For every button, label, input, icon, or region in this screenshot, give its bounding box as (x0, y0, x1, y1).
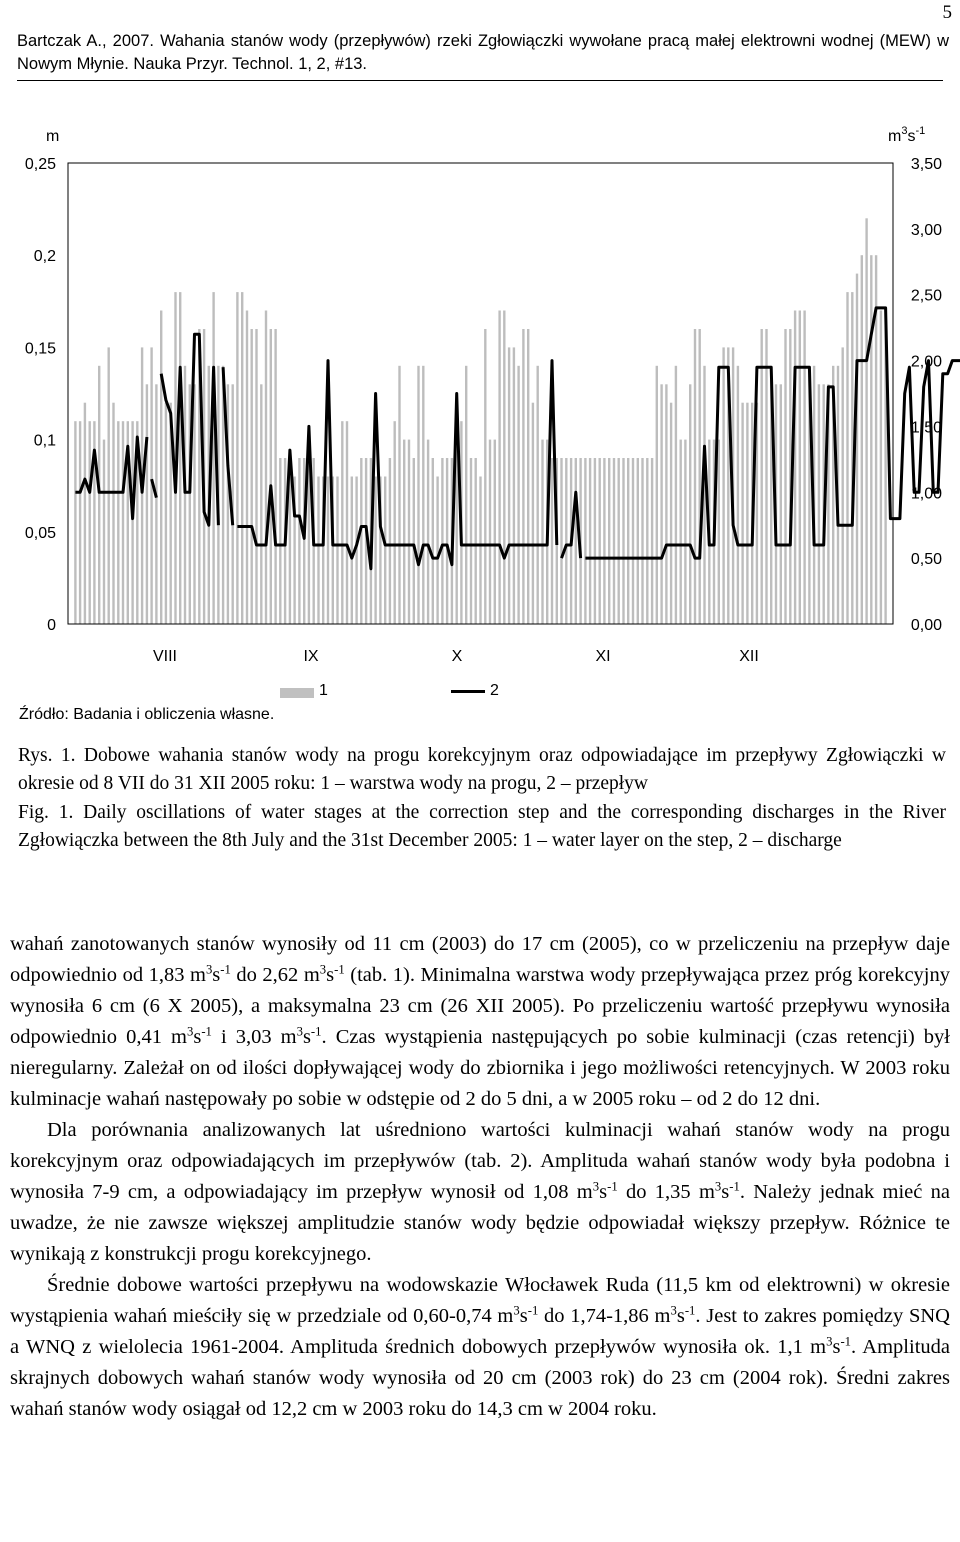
paragraph-2: Dla porównania analizowanych lat uśredniono wartości kulminacji wahań stanów wody na progu korekcyjnym oraz odpowiadających im przepływów (tab. 2). Amplituda wahań stanów wody była podobna i wynosiła 7-9 cm, a odpowiadający im przepływ wynosił od 1,08 $m^3s^{-1}$ do 1,35 $m^3s^{-1}$. Należy jednak mieć na uwadze, że nie zawsze większej amplitudzie stanów wody będzie odpowiadał większy przepływ. Różnice te wynikają z konstrukcji progu korekcyjnego. (10, 1119, 950, 1265)
water-layer-bar (394, 421, 396, 624)
water-layer-bar (818, 384, 820, 624)
water-layer-bar (446, 458, 448, 624)
water-layer-bar (270, 329, 272, 624)
water-layer-bar (274, 329, 276, 624)
water-layer-bar (489, 440, 491, 624)
right-axis-tick-label: 2,00 (910, 353, 942, 371)
water-layer-bar (122, 421, 124, 624)
figure-caption-english: Fig. 1. Daily oscillations of water stages at the correction step and the corresponding discharges in the River Zgłowiączka between the 8th July and the 31st December 2005: 1 – water layer on the step, 2 – discharge (18, 802, 946, 851)
water-layer-bar (675, 366, 677, 624)
water-layer-bar (255, 329, 257, 624)
water-layer-bar (317, 477, 319, 625)
water-layer-bar (236, 292, 238, 624)
water-layer-bar (108, 347, 110, 624)
water-layer-bar (694, 329, 696, 624)
water-layer-bar (360, 458, 362, 624)
water-layer-bar (608, 458, 610, 624)
right-axis-tick-label: 0,00 (910, 617, 942, 634)
water-layer-bar (765, 329, 767, 624)
paragraph-3: Średnie dobowe wartości przepływu na wodowskazie Włocławek Ruda (11,5 km od elektrowni) w okresie wystąpienia wahań mieściły się w przedziale od 0,60-0,74 $m^3s^{-1}$ do 1,74-1,86 $m^3s^{-1}$. Jest to zakres pomiędzy SNQ a WNQ z wielolecia 1961-2004. Amplituda średnich dobowych przepływów wynosiła ok. 1,1 $m^3s^{-1}$. Amplituda skrajnych dobowych wahań stanów wody wynosiła od 20 cm (2003 rok) do 23 cm (2004 rok). Średni zakres wahań stanów wody osiągał od 12,2 cm w 2003 roku do 14,3 cm w 2004 roku. (10, 1274, 950, 1420)
water-layer-bar (637, 458, 639, 624)
water-layer-bar (422, 366, 424, 624)
right-axis-ticks (911, 156, 942, 634)
water-layer-bar (112, 403, 114, 624)
water-layer-bar (641, 458, 643, 624)
water-layer-bar (117, 421, 119, 624)
water-layer-bar (327, 477, 329, 625)
water-layer-bar (618, 458, 620, 624)
water-layer-bar (575, 458, 577, 624)
right-axis-tick-label: 2,50 (910, 287, 942, 305)
water-layer-bar (746, 403, 748, 624)
water-layer-bar (498, 311, 500, 625)
water-layer-bar (646, 458, 648, 624)
month-label: XII (739, 648, 759, 665)
water-layer-bar (627, 458, 629, 624)
water-layer-bar (427, 440, 429, 624)
water-layer-bar (522, 329, 524, 624)
water-layer-bar (613, 458, 615, 624)
right-axis-tick-label: 0,50 (910, 551, 942, 569)
water-layer-bar (722, 347, 724, 624)
water-layer-bar (794, 311, 796, 625)
page-number: 5 (942, 2, 952, 23)
water-layer-bar (484, 329, 486, 624)
water-layer-bar (475, 458, 477, 624)
water-layer-bar (589, 458, 591, 624)
water-layer-bar (880, 311, 882, 625)
water-layer-bar (341, 421, 343, 624)
water-layer-bar (146, 384, 148, 624)
left-axis-tick-label: 0,2 (33, 248, 56, 266)
water-layer-bar (513, 347, 515, 624)
water-layer-bar (761, 329, 763, 624)
water-layer-bar (403, 440, 405, 624)
water-layer-bars (74, 218, 887, 624)
water-layer-bar (160, 311, 162, 625)
water-layer-bar (465, 366, 467, 624)
water-layer-bar (503, 311, 505, 625)
water-layer-bar (856, 274, 858, 624)
water-layer-bar (251, 329, 253, 624)
water-layer-bar (656, 366, 658, 624)
water-layer-bar (336, 477, 338, 625)
legend-1-swatch (280, 688, 314, 698)
water-layer-bar (241, 292, 243, 624)
month-label: X (451, 648, 463, 665)
water-layer-bar (436, 477, 438, 625)
water-layer-bar (479, 477, 481, 625)
water-layer-bar (865, 218, 867, 624)
month-label: IX (303, 648, 319, 665)
right-axis-tick-label: 3,00 (910, 221, 942, 239)
water-layer-bar (279, 458, 281, 624)
figure-source-note: Źródło: Badania i obliczenia własne. (19, 706, 275, 723)
right-axis-unit-label: $m^3s^{-1}$ (888, 125, 926, 145)
water-layer-bar (527, 329, 529, 624)
water-layer-bar (260, 384, 262, 624)
left-axis-tick-label: 0 (47, 617, 56, 634)
water-layer-bar (517, 366, 519, 624)
water-layer-bar (870, 255, 872, 624)
water-layer-bar (98, 366, 100, 624)
left-axis-unit-label: m (46, 128, 60, 145)
water-layer-bar (103, 440, 105, 624)
water-layer-bar (660, 384, 662, 624)
water-layer-bar (684, 440, 686, 624)
water-layer-bar (689, 384, 691, 624)
water-layer-bar (79, 421, 81, 624)
water-layer-bar (413, 458, 415, 624)
month-label: VIII (152, 648, 178, 665)
water-layer-bar (289, 477, 291, 625)
water-layer-bar (398, 366, 400, 624)
water-layer-bar (718, 440, 720, 624)
water-layer-bar (599, 458, 601, 624)
water-layer-bar (184, 366, 186, 624)
month-label: XI (595, 648, 611, 665)
water-layer-bar (780, 384, 782, 624)
water-layer-bar (603, 458, 605, 624)
water-layer-bar (246, 311, 248, 625)
legend-2-label: 2 (490, 682, 499, 699)
left-axis-tick-label: 0,15 (24, 340, 56, 358)
water-layer-bar (346, 421, 348, 624)
water-layer-bar (670, 403, 672, 624)
water-layer-bar (165, 403, 167, 624)
left-axis-tick-label: 0,05 (24, 524, 56, 542)
water-layer-bar (432, 458, 434, 624)
water-layer-bar (842, 347, 844, 624)
water-layer-bar (265, 311, 267, 625)
right-axis-tick-label: 1,00 (910, 485, 942, 503)
water-layer-bar (632, 458, 634, 624)
water-layer-bar (131, 421, 133, 624)
water-layer-bar (803, 311, 805, 625)
water-layer-bar (622, 458, 624, 624)
water-layer-bar (560, 458, 562, 624)
header-rule (17, 80, 943, 81)
water-layer-bar (193, 384, 195, 624)
water-layer-bar (680, 440, 682, 624)
right-axis-tick-label: 1,50 (910, 419, 942, 437)
water-layer-bar (508, 347, 510, 624)
water-layer-bar (212, 292, 214, 624)
water-layer-bar (389, 458, 391, 624)
water-layer-bar (179, 292, 181, 624)
water-layer-bar (737, 366, 739, 624)
water-layer-bar (494, 440, 496, 624)
water-layer-bar (441, 458, 443, 624)
water-layer-bar (74, 421, 76, 624)
water-layer-bar (374, 477, 376, 625)
water-layer-bar (665, 384, 667, 624)
left-axis-tick-label: 0,1 (33, 432, 56, 450)
paragraph-1: wahań zanotowanych stanów wynosiły od 11 cm (2003) do 17 cm (2005), co w przeliczeniu na przepływ daje odpowiednio od 1,83 $m^3s^{-1}$ do 2,62 $m^3s^{-1}$ (tab. 1). Minimalna warstwa wody przepływająca przez próg korekcyjny wynosiła 6 cm (6 X 2005), a maksymalna 23 cm (26 XII 2005). Po przeliczeniu wartość przepływu wynosiła odpowiednio 0,41 $m^3s^{-1}$ i 3,03 $m^3s^{-1}$. Czas wystąpienia następujących po sobie kulminacji (czas retencji) był nieregularny. Zależał on od ilości dopływającej wody do zbiornika i jego możliwości retencyjnych. W 2003 roku kulminacje wahań następowały po sobie w odstępie od 2 do 5 dni, a w 2005 roku – od 2 do 12 dni. (10, 933, 950, 1110)
water-layer-bar (532, 403, 534, 624)
water-layer-bar (651, 458, 653, 624)
left-axis-tick-label: 0,25 (24, 156, 56, 173)
water-layer-bar (537, 366, 539, 624)
running-header-citation: Bartczak A., 2007. Wahania stanów wody (przepływów) rzeki Zgłowiączki wywołane pracą małej elektrowni wodnej (MEW) w Nowym Młynie. Nauka Przyr. Technol. 1, 2, #13. (17, 32, 949, 73)
water-layer-bar (784, 329, 786, 624)
water-layer-bar (541, 440, 543, 624)
water-layer-bar (861, 255, 863, 624)
figure-caption-polish: Rys. 1. Dobowe wahania stanów wody na progu korekcyjnym oraz odpowiadające im przepływy Zgłowiączki w okresie od 8 VII do 31 XII 2005 roku: 1 – warstwa wody na progu, 2 – przepływ (18, 745, 946, 794)
month-axis-labels (153, 648, 759, 665)
left-axis-ticks (25, 156, 56, 634)
legend-1-label: 1 (319, 682, 328, 699)
water-layer-bar (584, 458, 586, 624)
water-layer-bar (89, 421, 91, 624)
water-layer-bar (84, 403, 86, 624)
water-layer-bar (741, 403, 743, 624)
water-layer-bar (594, 458, 596, 624)
water-stage-discharge-chart (0, 110, 960, 680)
water-layer-bar (417, 366, 419, 624)
legend-2-swatch (451, 690, 485, 693)
water-layer-bar (470, 458, 472, 624)
water-layer-bar (298, 458, 300, 624)
water-layer-bar (551, 458, 553, 624)
water-layer-bar (799, 311, 801, 625)
water-layer-bar (155, 384, 157, 624)
water-layer-bar (351, 477, 353, 625)
water-layer-bar (846, 292, 848, 624)
water-layer-bar (699, 329, 701, 624)
right-axis-tick-label: 3,50 (910, 156, 942, 173)
water-layer-bar (408, 440, 410, 624)
body-text (10, 929, 950, 1425)
water-layer-bar (565, 458, 567, 624)
water-layer-bar (384, 477, 386, 625)
